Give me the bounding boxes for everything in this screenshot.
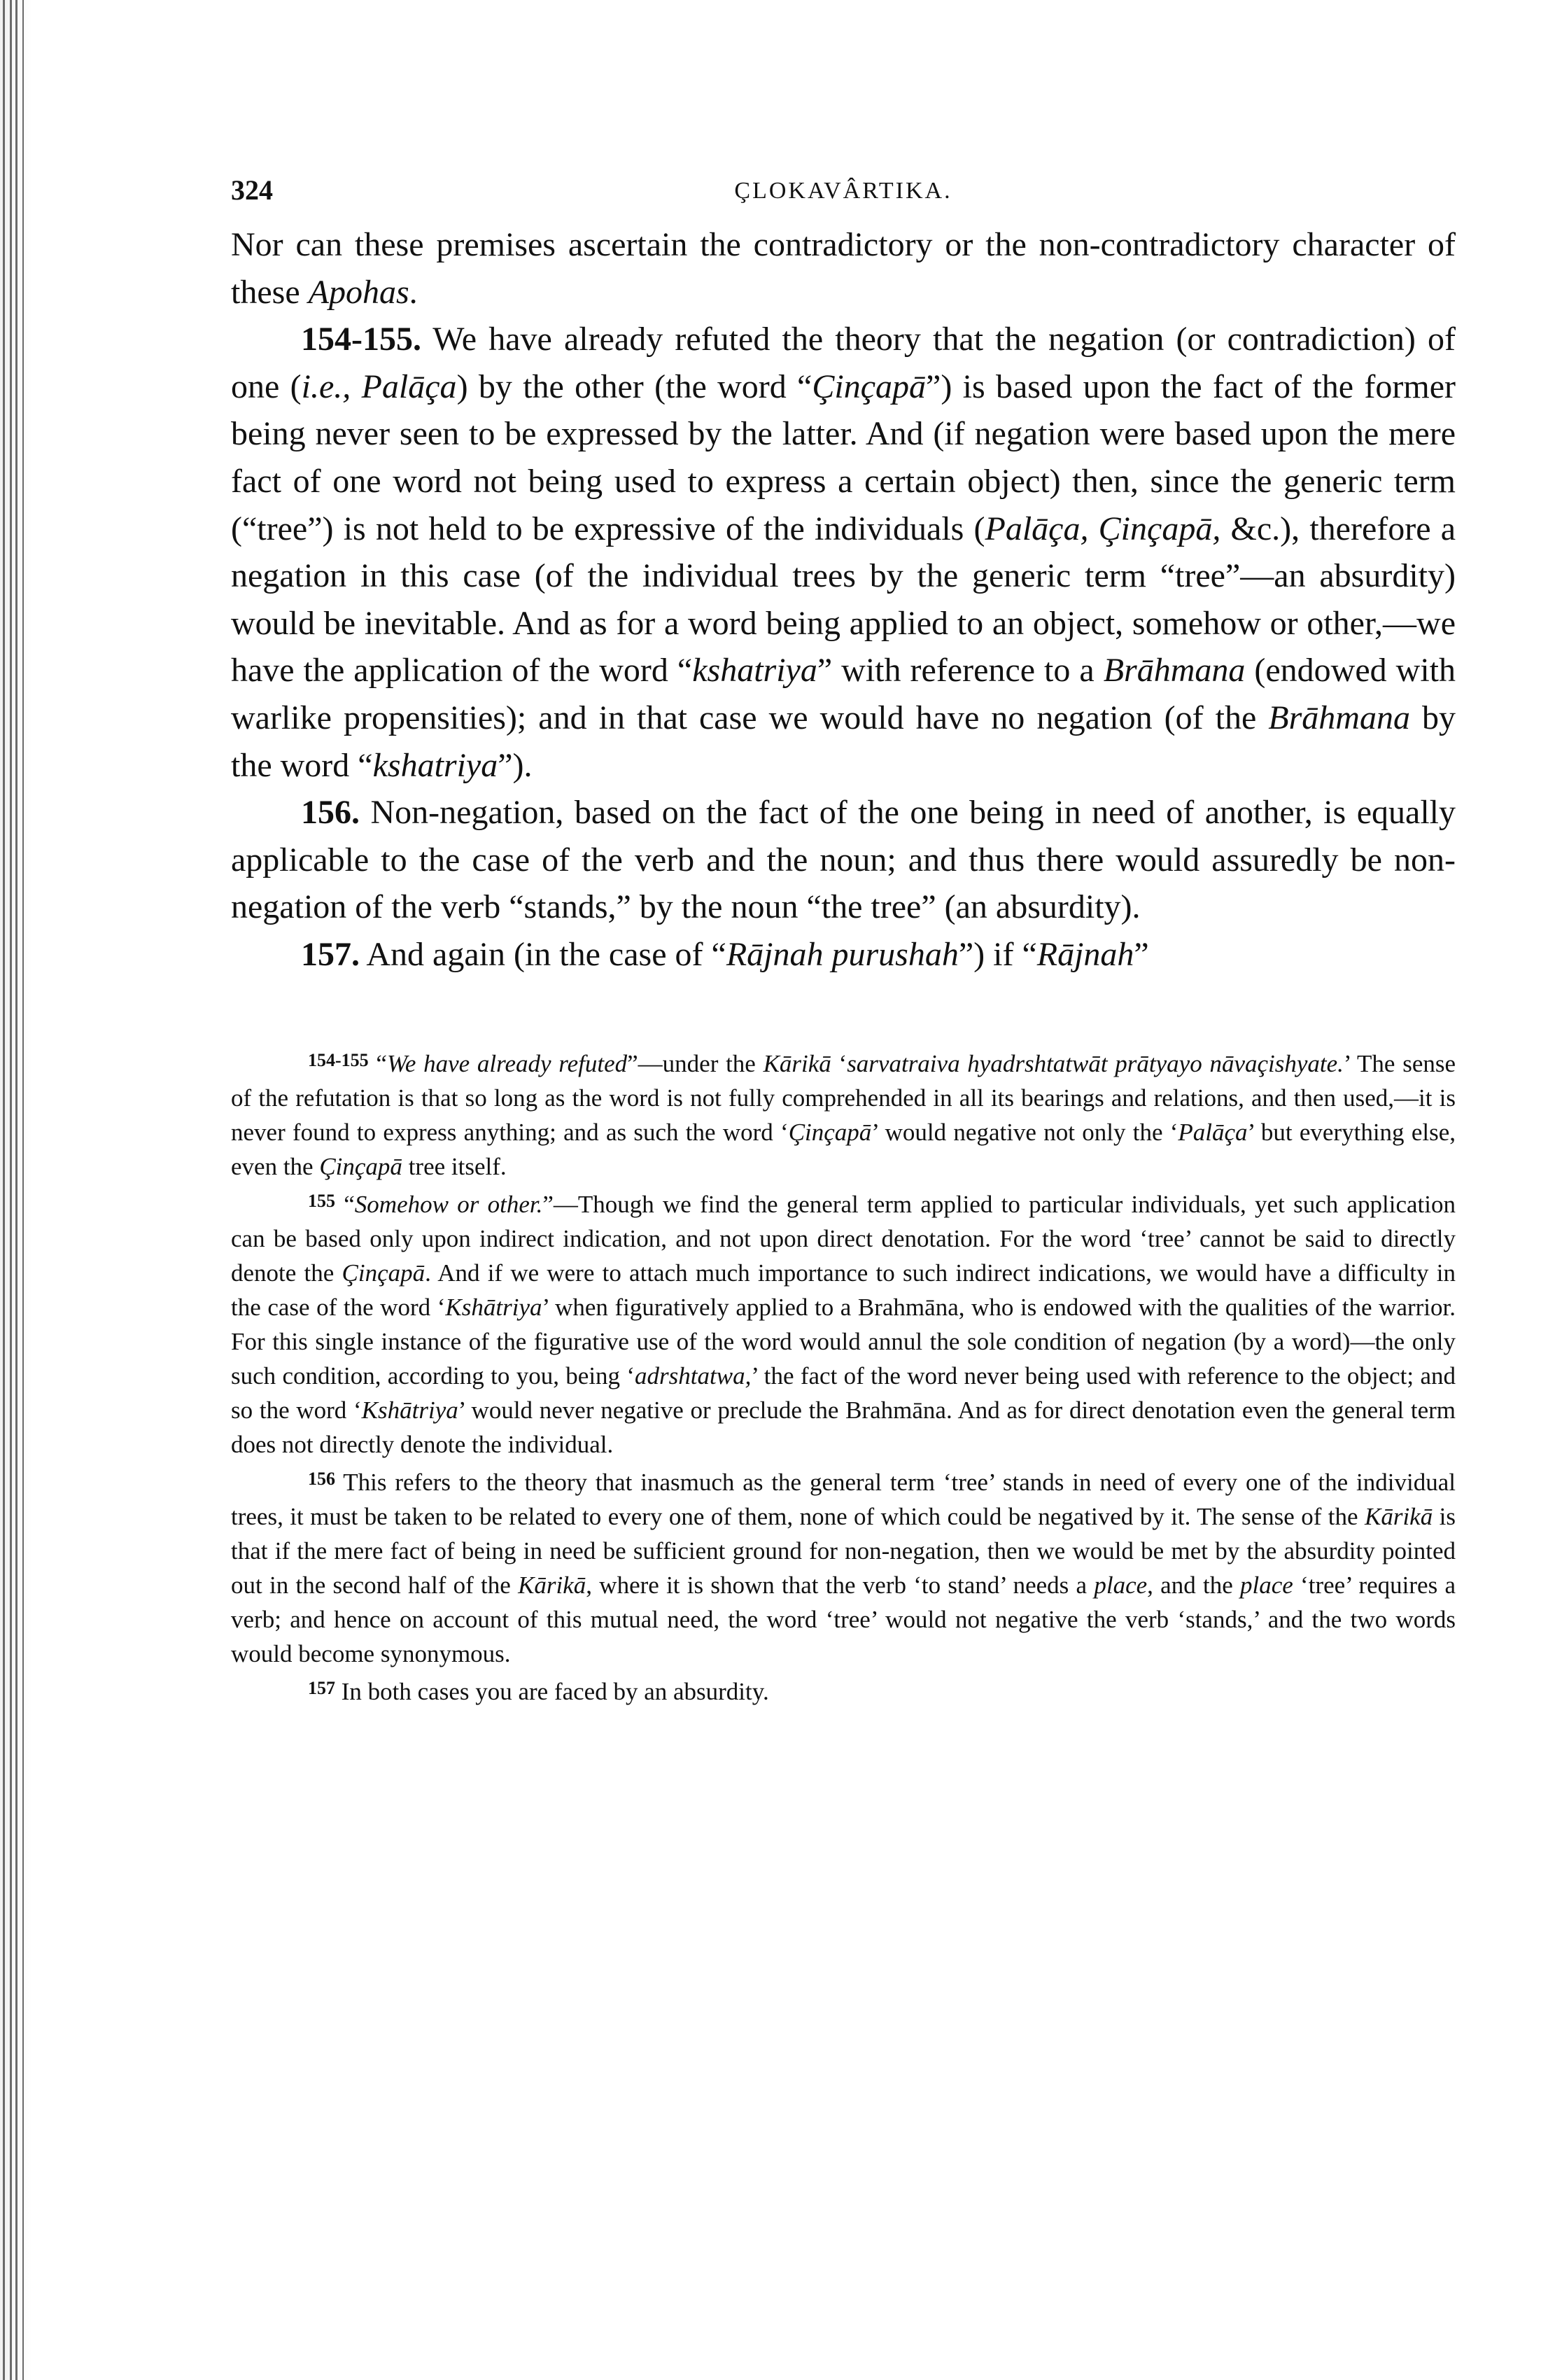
text-run: ”—Though we find the general term applied to particular individuals, yet such application can be based only upon indirect indication, and not upon direct denotation. For the word ‘tree’ cannot be said to directly denote the — [231, 1190, 1456, 1287]
text-run: . And if we were to attach much importance to such indirect indications, we would have a difficulty in the case of the word ‘ — [231, 1259, 1456, 1321]
italic-text: Palāça — [1178, 1118, 1248, 1146]
text-run: is that if the mere fact of being in need be sufficient ground for non-negation, then we would be met by the absurdity pointed out in the second half of the — [231, 1502, 1456, 1599]
footnote-number: 156 — [308, 1468, 335, 1489]
text-run: . — [409, 273, 418, 311]
text-run: ’ but everything else, even the — [231, 1118, 1456, 1180]
footnote-number: 154-155 — [308, 1049, 369, 1070]
footnotes — [231, 1043, 1456, 1709]
italic-text: Çinçapā — [342, 1259, 425, 1287]
text-run: , and the — [1147, 1571, 1240, 1599]
text-run: , where it is shown that the verb ‘to stand’ needs a — [586, 1571, 1095, 1599]
page-number: 324 — [231, 174, 273, 206]
text-run: ”). — [498, 746, 533, 784]
text-run: ’ would negative not only the ‘ — [871, 1118, 1178, 1146]
text-run: ”—under the — [627, 1049, 764, 1077]
footnote-number: 155 — [308, 1190, 335, 1211]
text-run: (endowed with warlike propensities); and in that case we would have no negation (of the — [231, 652, 1456, 736]
scan-edge — [0, 0, 32, 2380]
page-header — [231, 168, 1456, 217]
text-run: Nor can these premises ascertain the contradictory or the non-contradictory character of these — [231, 226, 1456, 311]
italic-text: kshatriya — [372, 746, 498, 784]
paragraph — [231, 316, 1456, 789]
italic-text: Apohas — [308, 273, 409, 311]
italic-text: Rājnah purushah — [726, 935, 959, 973]
text-run: This refers to the theory that inasmuch as the general term ‘tree’ stands in need of every one of the individual trees, it must be taken to be related to every one of them, none of which could be negatived by it. The sense of the — [231, 1468, 1456, 1530]
text-run: “ — [368, 1049, 387, 1077]
text-run: ) by the other (the word “ — [456, 368, 812, 405]
main-text — [231, 221, 1456, 979]
italic-text: Palāça, Çinçapā, — [985, 510, 1221, 547]
italic-text: i.e., Palāça — [301, 368, 457, 405]
paragraph — [231, 789, 1456, 931]
paragraph — [231, 931, 1456, 979]
text-run: Non-negation, based on the fact of the one being in need of another, is equally applicable to the case of the verb and the noun; and thus there would assuredly be non-negation of the verb “stands,” by the noun “the tree” (an absurdity). — [231, 794, 1456, 926]
verse-number: 154-155. — [301, 321, 421, 358]
text-run: ‘ — [831, 1049, 847, 1077]
footnote-number: 157 — [308, 1677, 335, 1698]
text-run: ’ The sense of the refutation is that so long as the word is not fully comprehended in all its bearings and relations, and then used,—it is never found to express anything; and as such the word ‘ — [231, 1049, 1456, 1146]
italic-text: Somehow or other. — [354, 1190, 543, 1218]
text-run: In both cases you are faced by an absurdity. — [335, 1677, 769, 1705]
italic-text: kshatriya — [692, 652, 817, 690]
text-run: “ — [335, 1190, 355, 1218]
italic-text: sarvatraiva hyadrshtatwāt prātyayo nāvaçishyate. — [847, 1049, 1344, 1077]
text-run: ’ the fact of the word never being used with reference to the object; and so the word ‘ — [231, 1362, 1456, 1424]
text-run: ” — [1134, 935, 1149, 973]
text-run: ’ when figuratively applied to a Brahmāna, who is endowed with the qualities of the warrior. For this single instance of the figurative use of the word would annul the sole condition of negation (by a word)—the only such condition, according to you, being ‘ — [231, 1293, 1456, 1390]
italic-text: Kārikā — [518, 1571, 586, 1599]
text-run: And again (in the case of “ — [360, 935, 726, 973]
text-run: We have already refuted the theory that the negation (or contradiction) of one ( — [231, 321, 1456, 405]
paragraph — [231, 221, 1456, 316]
verse-number: 156. — [301, 794, 360, 832]
italic-text: Kshātriya — [445, 1293, 542, 1321]
verse-number: 157. — [301, 935, 360, 973]
text-run: tree itself. — [402, 1152, 507, 1180]
italic-text: Kārikā — [763, 1049, 831, 1077]
text-run: by the word “ — [231, 699, 1456, 784]
footnote — [231, 1671, 1456, 1709]
italic-text: place — [1094, 1571, 1148, 1599]
italic-text: Çinçapā — [788, 1118, 872, 1146]
italic-text: Brāhmana — [1268, 699, 1410, 736]
italic-text: Brāhmana — [1103, 652, 1246, 690]
running-title: ÇLOKAVÂRTIKA. — [734, 178, 952, 204]
italic-text: Kārikā — [1364, 1502, 1433, 1530]
italic-text: adrshtatwa, — [635, 1362, 752, 1390]
text-run: &c.), therefore a negation in this case (of the individual trees by the generic term “tree”—an absurdity) would be inevitable. And as for a word being applied to an object, somehow or other,—we have the application of the word “ — [231, 510, 1456, 690]
italic-text: place — [1240, 1571, 1293, 1599]
text-run: ”) if “ — [958, 935, 1037, 973]
text-run: ”) is based upon the fact of the former being never seen to be expressed by the latter. And (if negation were based upon the mere fact of one word not being used to express a certain object) then, since the generic term (“tree”) is not held to be expressive of the individuals ( — [231, 368, 1456, 547]
text-run: ’ would never negative or preclude the Brahmāna. And as for direct denotation even the general term does not directly denote the individual. — [231, 1396, 1456, 1458]
footnote — [231, 1184, 1456, 1462]
page — [231, 168, 1456, 1709]
footnote — [231, 1043, 1456, 1184]
text-run: ‘tree’ requires a verb; and hence on account of this mutual need, the word ‘tree’ would not negative the verb ‘stands,’ and the two words would become synonymous. — [231, 1571, 1456, 1667]
italic-text: Çinçapā — [812, 368, 927, 405]
footnote — [231, 1462, 1456, 1671]
italic-text: Kshātriya — [361, 1396, 458, 1424]
italic-text: Çinçapā — [319, 1152, 402, 1180]
italic-text: We have already refuted — [386, 1049, 628, 1077]
text-run: ” with reference to a — [817, 652, 1104, 690]
italic-text: Rājnah — [1036, 935, 1134, 973]
